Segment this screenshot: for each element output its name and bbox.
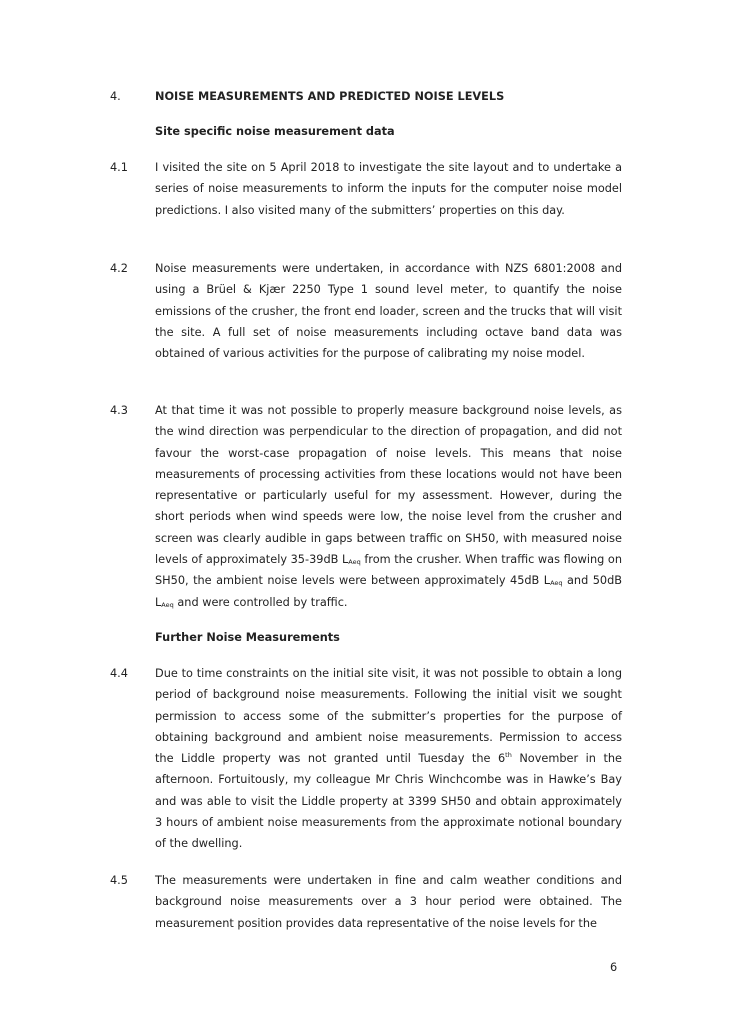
subheading-site-specific: Site specific noise measurement data — [155, 125, 395, 138]
superscript-th: th — [505, 751, 512, 760]
section-number: 4. — [110, 90, 121, 103]
paragraph-number-4-4: 4.4 — [110, 667, 128, 680]
paragraph-4-3-text-a: At that time it was not possible to properly measure background noise levels, as the wind direction was perpendicular to the direction of propagation, and did not favour the worst-case propagation of noise levels. This means that noise measurements of processing activities from these locations would not have been representative or particularly useful for my assessment. However, during the short periods when wind speeds were low, the noise level from the crusher and screen was clearly audible in gaps between traffic on SH50, with measured noise levels of approximately 35-39dB L — [155, 404, 622, 567]
paragraph-4-2: Noise measurements were undertaken, in accordance with NZS 6801:2008 and using a Brüel & Kjær 2250 Type 1 sound level meter, to quantify the noise emissions of the crusher, the front end loader, screen and the trucks that will visit the site. A full set of noise measurements including octave band data was obtained of various activities for the purpose of calibrating my noise model. — [155, 262, 622, 361]
paragraph-4-4-text-b: November in the afternoon. Fortuitously, my colleague Mr Chris Winchcombe was in Hawke’s Bay and was able to visit the Liddle property at 3399 SH50 and obtain approximately 3 hours of ambient noise measurements from the approximate notional boundary of the dwelling. — [155, 752, 622, 851]
paragraph-number-4-1: 4.1 — [110, 161, 128, 174]
paragraph-4-3-text-b: from the crusher. When traffic was flowing on SH50, the ambient noise levels were between approximately 45dB L — [155, 553, 622, 588]
subheading-further: Further Noise Measurements — [155, 631, 340, 644]
paragraph-number-4-2: 4.2 — [110, 262, 128, 275]
paragraph-4-3-text-d: and were controlled by traffic. — [173, 595, 348, 609]
subscript-aeq-1: Aeq — [348, 558, 361, 567]
paragraph-4-3 — [155, 400, 622, 613]
paragraph-4-1: I visited the site on 5 April 2018 to investigate the site layout and to undertake a series of noise measurements to inform the inputs for the computer noise model predictions. I also visited many of the submitters’ properties on this day. — [155, 161, 622, 217]
paragraph-4-4-text-a: Due to time constraints on the initial site visit, it was not possible to obtain a long period of background noise measurements. Following the initial visit we sought permission to access some of the submitter’s properties for the purpose of obtaining background and ambient noise measurements. Permission to access the Liddle property was not granted until Tuesday the 6 — [155, 667, 622, 766]
subscript-aeq-2: Aeq — [550, 579, 563, 588]
paragraph-number-4-3: 4.3 — [110, 404, 128, 417]
page-number: 6 — [610, 961, 618, 974]
paragraph-4-3-text-c: and 50dB L — [155, 574, 623, 609]
paragraph-4-5: The measurements were undertaken in fine and calm weather conditions and background noise measurements over a 3 hour period were obtained. The measurement position provides data representative of the noise levels for the — [155, 874, 622, 930]
paragraph-number-4-5: 4.5 — [110, 874, 128, 887]
subscript-aeq-3: Aeq — [161, 600, 174, 609]
section-title: NOISE MEASUREMENTS AND PREDICTED NOISE LEVELS — [155, 90, 505, 103]
paragraph-4-4 — [155, 663, 622, 855]
